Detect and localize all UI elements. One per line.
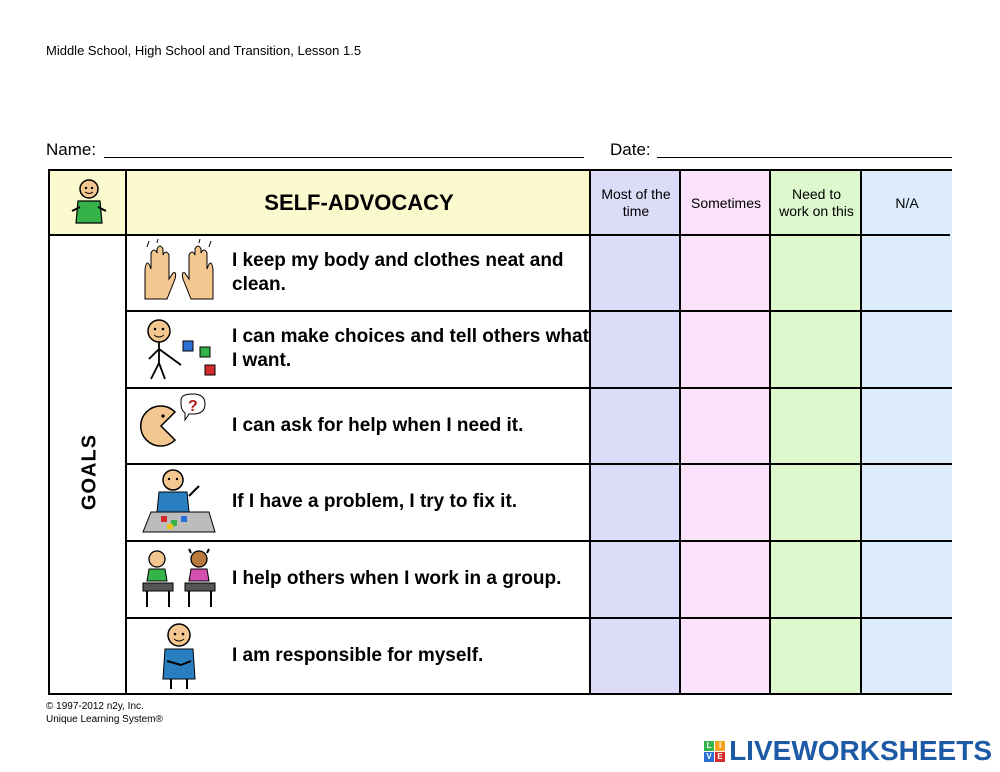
rating-cell-most[interactable] (591, 311, 681, 388)
rating-cell-most[interactable] (591, 618, 681, 693)
divider (125, 617, 952, 619)
logo-mark-icon (704, 741, 725, 762)
divider (50, 234, 950, 236)
rating-cell-need-work[interactable] (771, 311, 862, 388)
rating-cell-sometimes[interactable] (681, 388, 771, 464)
rating-cell-na[interactable] (862, 311, 952, 388)
fix-problem-icon (137, 468, 221, 536)
rating-cell-sometimes[interactable] (681, 618, 771, 693)
column-header-most: Most of the time (591, 171, 681, 235)
column-header-sometimes: Sometimes (681, 171, 771, 235)
rating-cell-na[interactable] (862, 541, 952, 618)
goals-side-label: GOALS (78, 433, 101, 511)
divider (125, 310, 952, 312)
goal-row (127, 311, 591, 388)
logo-letter: I (715, 741, 725, 751)
rating-cell-need-work[interactable] (771, 541, 862, 618)
rating-cell-sometimes[interactable] (681, 541, 771, 618)
column-header-na: N/A (862, 171, 952, 235)
goal-row (127, 541, 591, 618)
liveworksheets-logo (704, 735, 992, 767)
rating-cell-sometimes[interactable] (681, 464, 771, 541)
responsible-person-icon (137, 621, 221, 689)
rating-cell-na[interactable] (862, 618, 952, 693)
name-label: Name: (46, 140, 97, 159)
rating-cell-na[interactable] (862, 464, 952, 541)
goal-row (127, 618, 591, 693)
goal-text-5: I help others when I work in a group. (232, 568, 562, 589)
logo-letter: V (704, 752, 714, 762)
date-field[interactable] (657, 157, 952, 158)
goal-text-1: I keep my body and clothes neat and clean. (232, 250, 564, 295)
divider (125, 387, 952, 389)
goal-text-3: I can ask for help when I need it. (232, 415, 524, 436)
name-field[interactable] (104, 157, 584, 158)
goal-text-2: I can make choices and tell others what I want. (232, 326, 589, 371)
copyright-text: © 1997-2012 n2y, Inc. (46, 701, 144, 712)
rating-cell-need-work[interactable] (771, 235, 862, 311)
svg-text:?: ? (188, 398, 198, 415)
rating-cell-most[interactable] (591, 464, 681, 541)
student-icon (50, 171, 127, 235)
copyright-notice (46, 700, 163, 726)
rating-cell-sometimes[interactable] (681, 311, 771, 388)
table-title: SELF-ADVOCACY (127, 171, 591, 235)
goal-row (127, 464, 591, 541)
goal-text-4: If I have a problem, I try to fix it. (232, 491, 518, 512)
clean-hands-icon (137, 239, 221, 307)
goal-row (127, 235, 591, 311)
goal-text-6: I am responsible for myself. (232, 645, 484, 666)
divider (125, 540, 952, 542)
rating-cell-most[interactable] (591, 235, 681, 311)
rating-cell-na[interactable] (862, 235, 952, 311)
rating-cell-most[interactable] (591, 388, 681, 464)
rating-cell-sometimes[interactable] (681, 235, 771, 311)
rating-cell-need-work[interactable] (771, 388, 862, 464)
date-label: Date: (610, 140, 651, 159)
divider (860, 171, 862, 693)
self-advocacy-table (48, 169, 952, 695)
brand-name: LIVEWORKSHEETS (729, 735, 992, 766)
goal-row (127, 388, 591, 464)
logo-letter: L (704, 741, 714, 751)
rating-cell-na[interactable] (862, 388, 952, 464)
rating-cell-need-work[interactable] (771, 464, 862, 541)
rating-cell-most[interactable] (591, 541, 681, 618)
rating-cell-need-work[interactable] (771, 618, 862, 693)
system-text: Unique Learning System® (46, 714, 163, 725)
divider (769, 171, 771, 693)
column-header-need-work: Need to work on this (771, 171, 862, 235)
divider (679, 171, 681, 693)
ask-question-icon (137, 392, 221, 460)
logo-letter: E (715, 752, 725, 762)
divider (125, 463, 952, 465)
header-icon-cell (50, 171, 127, 235)
lesson-title: Middle School, High School and Transition, Lesson 1.5 (46, 43, 362, 58)
group-work-icon (137, 545, 221, 613)
divider (589, 171, 591, 693)
making-choices-icon (137, 315, 221, 383)
divider (125, 171, 127, 693)
